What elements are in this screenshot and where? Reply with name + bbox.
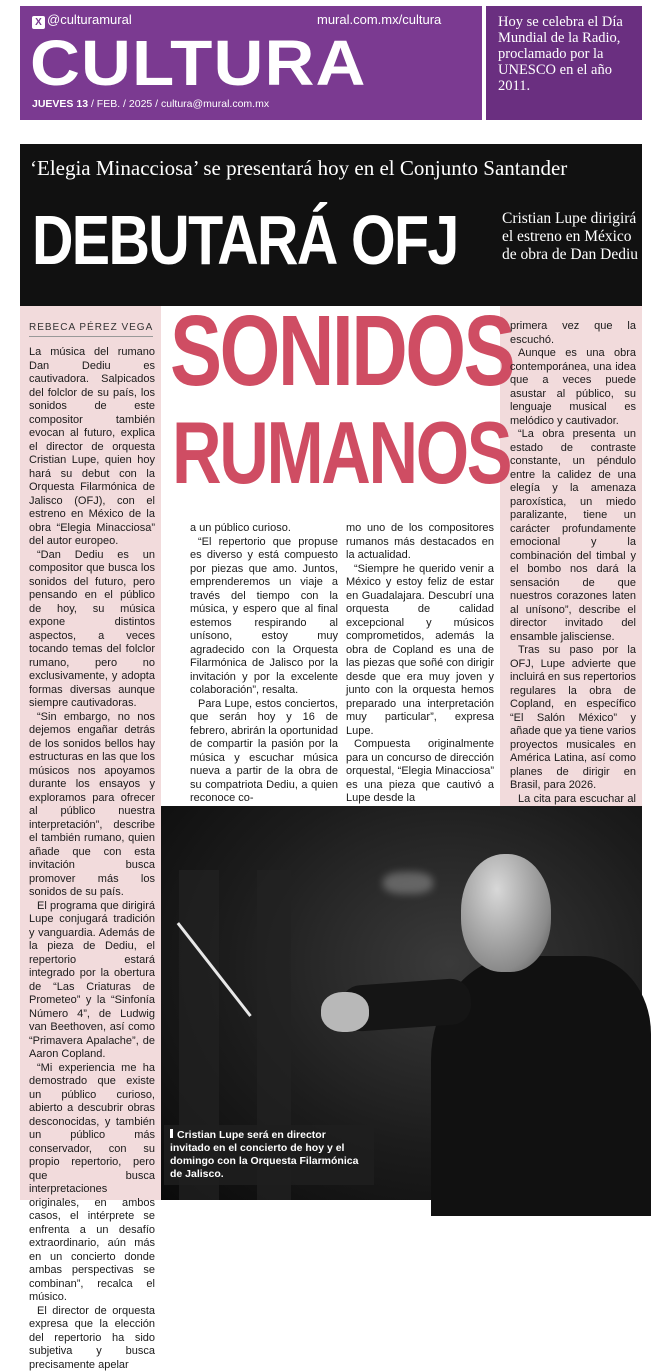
date-day: JUEVES 13 bbox=[32, 98, 88, 110]
masthead bbox=[20, 6, 642, 120]
title-line-1: SONIDOS bbox=[170, 296, 513, 406]
paragraph: La música del rumano Dan Dediu es cautivadora. Salpicados del folclor de su país, los sonidos de este compositor también evocan al futuro, explica el director de orquesta Cristian Lupe, quien hoy hará su debut con la Orquesta Filarmónica de Jalisco (OFJ), con el estreno en México de la obra “Elegia Minacciosa” del autor europeo. bbox=[29, 346, 155, 549]
paragraph: a un público curioso. bbox=[190, 522, 338, 536]
paragraph: “Mi experiencia me ha demostrado que existe un público curioso, abierto a descubrir obras desconocidas, y también un público más conservador, con su propio repertorio, pero que busca interpretaciones originales, en ambos casos, el intérprete se enfrenta a un desafío extraordinario, aún más en un concierto donde ambas perspectivas se combinan”, recalca el músico. bbox=[29, 1062, 155, 1305]
paragraph: “Sin embargo, no nos dejemos engañar detrás de los sonidos bellos hay estructuras en las que los músicos nos apoyamos durante los ensayos y exploramos para ofrecer al público nuestra interpretación”, describe el también rumano, quien añade que con esta invitación busca promover más los sonidos de su país. bbox=[29, 711, 155, 900]
paragraph: La cita para escuchar al bbox=[510, 793, 636, 915]
title-line-2: RUMANOS bbox=[172, 404, 510, 502]
caption-marker-icon bbox=[170, 1129, 173, 1138]
paragraph: mo uno de los compositores rumanos más destacados en la actualidad. bbox=[346, 522, 494, 563]
paragraph: El director de orquesta expresa que la elección del repertorio ha sido subjetiva y busca precisamente apelar bbox=[29, 1305, 155, 1372]
x-logo-icon: X bbox=[32, 16, 45, 29]
headline: DEBUTARÁ OFJ bbox=[32, 190, 458, 290]
byline: REBECA PÉREZ VEGA bbox=[29, 322, 153, 333]
headline-band bbox=[20, 144, 642, 306]
caption-text: Cristian Lupe será en director invitado en el concierto de hoy y el domingo con la Orquesta Filarmónica de Jalisco. bbox=[170, 1129, 358, 1180]
conductor-hand bbox=[321, 992, 369, 1032]
masthead-note: Hoy se celebra el Día Mundial de la Radio, proclamado por la UNESCO en el año 2011. bbox=[482, 6, 642, 120]
paragraph: El programa que dirigirá Lupe conjugará tradición y vanguardia. Además de la pieza de Dediu, el repertorio estará integrado por la obertura de “Las Criaturas de Prometeo” y la “Sinfonía Número 4”, de Ludwig van Beethoven, así como “Primavera Apalache”, de Aaron Copland. bbox=[29, 900, 155, 1062]
photo-caption bbox=[164, 1125, 374, 1185]
paragraph: Aunque es una obra contemporánea, una idea que a veces puede asustar al público, su lenguaje musical es melódico y cautivador. bbox=[510, 347, 636, 428]
article-column-3 bbox=[346, 522, 494, 806]
deck: Cristian Lupe dirigirá el estreno en México de obra de Dan Dediu bbox=[502, 210, 642, 264]
dateline bbox=[32, 98, 269, 110]
masthead-left bbox=[20, 6, 482, 120]
paragraph: Para Lupe, estos conciertos, que serán hoy y 16 de febrero, abrirán la oportunidad de compartir la pasión por la música y escuchar música nueva a partir de la obra de su compatriota Dediu, a quien reconoce co- bbox=[190, 698, 338, 806]
paragraph: “Siempre he querido venir a México y estoy feliz de estar en Guadalajara. Descubrí una orquesta de calidad excepcional y músicos comprometidos, además la obra de Copland es una de las piezas que soñé con dirigir desde que era muy joven y junto con la orquesta hemos preparado una interpretación muy particular”, expresa Lupe. bbox=[346, 563, 494, 739]
paragraph: “Dan Dediu es un compositor que busca los sonidos del futuro, pero pensando en el público de hoy, su música expone distintos aspectos, a veces tocando temas del folclor rumano, pero no exclusivamente, y adopta formas diversas aunque siempre cautivadoras. bbox=[29, 549, 155, 711]
article-column-2 bbox=[190, 522, 338, 806]
conductor-head bbox=[461, 854, 551, 972]
byline-divider bbox=[29, 336, 153, 337]
article-column-1 bbox=[29, 346, 155, 1372]
paragraph: “La obra presenta un estado de contraste constante, un péndulo entre la calidez de una elegía y la amenaza paroxística, un miedo paralizante, tiene un carácter profundamente emocional y la combinación del timbal y el bombo nos dará la sensación de que nuestros corazones laten al unísono”, describe el director invitado del ensamble jalisciense. bbox=[510, 428, 636, 644]
section-title: CULTURA bbox=[30, 28, 366, 98]
site-url[interactable]: mural.com.mx/cultura bbox=[317, 12, 441, 27]
kicker: ‘Elegia Minacciosa’ se presentará hoy en el Conjunto Santander bbox=[30, 156, 567, 181]
paragraph: Compuesta originalmente para un concurso de dirección orquestal, “Elegia Minacciosa” es una pieza que cautivó a Lupe desde la bbox=[346, 738, 494, 806]
social-handle-text: @culturamural bbox=[47, 12, 132, 27]
photo-light bbox=[383, 872, 433, 894]
paragraph: “El repertorio que propuse es diverso y está compuesto por piezas que amo. Juntos, emprenderemos un viaje a través del tiempo con la música, y espero que al final estemos respirando al unísono, estoy muy agradecido con la Orquesta Filarmónica de Jalisco por la invitación y por la excelente colaboración”, resalta. bbox=[190, 536, 338, 698]
paragraph: Tras su paso por la OFJ, Lupe advierte que incluirá en sus repertorios regulares la obra de Copland, en específico “El Salón México” y añade que ya tiene varios proyectos musicales en América Latina, así como planes de dirigir en Brasil, para 2026. bbox=[510, 644, 636, 793]
paragraph: primera vez que la escuchó. bbox=[510, 320, 636, 347]
date-rest: / FEB. / 2025 / cultura@mural.com.mx bbox=[88, 98, 269, 110]
